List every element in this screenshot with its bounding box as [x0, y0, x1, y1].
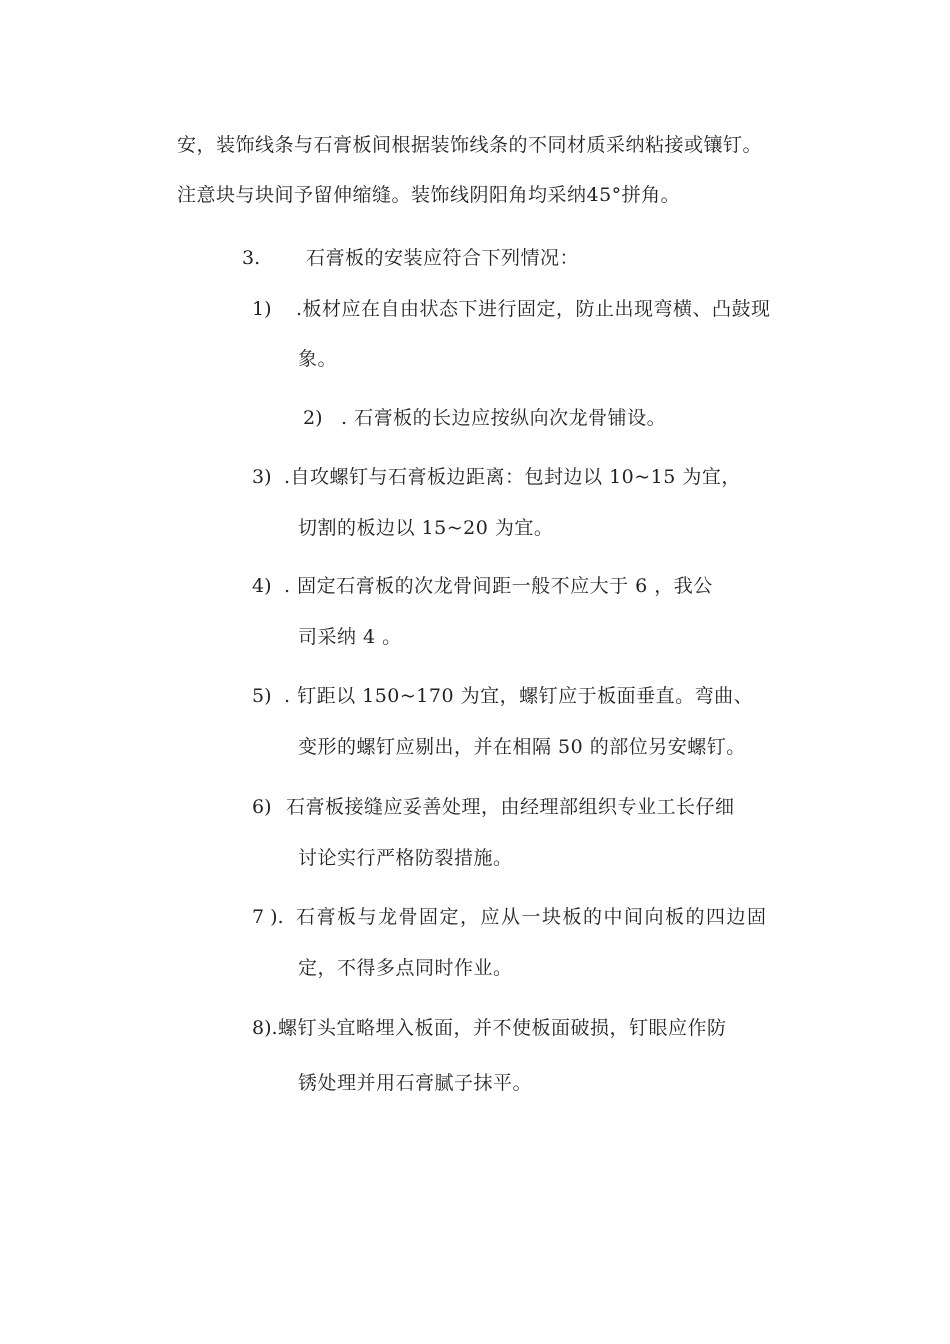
list-item-text: 定，不得多点同时作业。 [298, 957, 513, 979]
list-item-marker: 7 ). [252, 906, 284, 928]
list-item-text: .板材应在自由状态下进行固定，防止出现弯横、凸鼓现 [296, 298, 771, 320]
list-item-text: . 钉距以 150~170 为宜，螺钉应于板面垂直。弯曲、 [284, 685, 754, 707]
list-item-text: 司采纳 4 。 [298, 626, 402, 648]
list-item-marker: 6) [252, 796, 272, 818]
list-item-text: 石膏板与龙骨固定，应从一块板的中间向板的四边固 [296, 906, 768, 928]
list-item-marker: 8). [252, 1017, 278, 1039]
paragraph-line: 安，装饰线条与石膏板间根据装饰线条的不同材质采纳粘接或镶钉。 [177, 134, 763, 156]
list-item-text: 螺钉头宜略埋入板面，并不使板面破损，钉眼应作防 [278, 1017, 727, 1039]
paragraph-line: 注意块与块间予留伸缩缝。装饰线阴阳角均采纳45°拼角。 [177, 184, 681, 206]
section-heading: 石膏板的安装应符合下列情况： [306, 247, 580, 269]
list-item-marker: 3) [252, 466, 272, 488]
list-item-text: 象。 [298, 348, 338, 370]
list-item-text: 石膏板接缝应妥善处理，由经理部组织专业工长仔细 [286, 796, 735, 818]
section-number: 3. [242, 247, 261, 269]
list-item-text: . 固定石膏板的次龙骨间距一般不应大于 6 ，我公 [284, 575, 713, 597]
list-item-text: .自攻螺钉与石膏板边距离：包封边以 10~15 为宜， [284, 466, 741, 488]
list-item-text: . 石膏板的长边应按纵向次龙骨铺设。 [341, 407, 667, 429]
list-item-text: 讨论实行严格防裂措施。 [298, 847, 513, 869]
list-item-text: 切割的板边以 15~20 为宜。 [298, 517, 554, 539]
list-item-marker: 2) [303, 407, 323, 429]
list-item-marker: 1) [252, 298, 272, 320]
list-item-text: 锈处理并用石膏腻子抹平。 [298, 1072, 533, 1094]
list-item-marker: 5) [252, 685, 272, 707]
list-item-marker: 4) [252, 575, 272, 597]
list-item-text: 变形的螺钉应剔出，并在相隔 50 的部位另安螺钉。 [298, 736, 746, 758]
